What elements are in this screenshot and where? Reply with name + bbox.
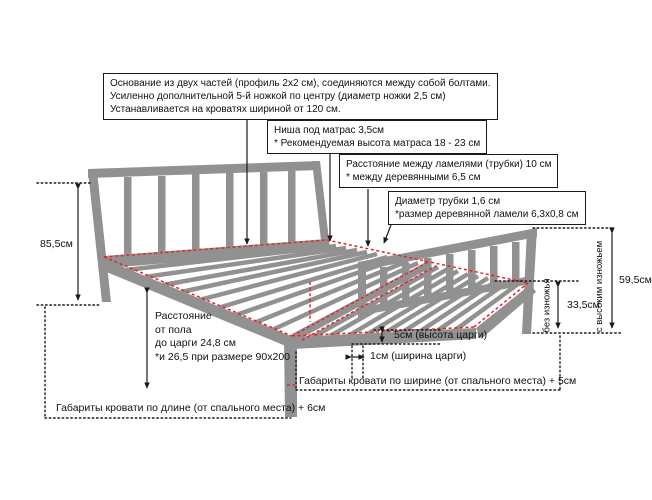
dim-floor-to-rail-line2: от пола xyxy=(155,323,192,336)
callout-lamel-line1: Расстояние между ламелями (трубки) 10 см xyxy=(346,159,552,170)
dim-foot-high-board-value: 59,5см xyxy=(619,274,652,286)
callout-lamel-line2: * между деревянными 6,5 см xyxy=(346,172,481,183)
callout-tube-line1: Диаметр трубки 1,6 см xyxy=(395,196,501,207)
callout-base-line1: Основание из двух частей (профиль 2х2 см), соединяются между собой болтами. xyxy=(110,78,491,89)
callout-niche-line2: * Рекомендуемая высота матраса 18 - 23 см xyxy=(274,138,481,149)
callout-base-construction xyxy=(103,73,498,120)
callout-base-line3: Устанавливается на кроватях шириной от 120 см. xyxy=(110,104,341,115)
callout-niche-line1: Ниша под матрас 3,5см xyxy=(274,125,385,136)
dim-rail-width: 1см (ширина царги) xyxy=(370,350,467,362)
dim-headboard-height: 85,5см xyxy=(40,238,73,250)
callout-lamel-spacing xyxy=(339,154,558,188)
dim-floor-to-rail xyxy=(155,310,290,364)
callout-tube-line2: *размер деревянной ламели 6,3х0,8 см xyxy=(395,209,579,220)
callout-tube-diameter xyxy=(388,191,586,225)
callout-mattress-niche xyxy=(267,120,487,154)
dim-rail-height: 5см (высота царги) xyxy=(394,329,488,341)
dim-floor-to-rail-line1: Расстояние xyxy=(155,310,212,322)
dim-floor-to-rail-line3: до царги 24,8 см xyxy=(155,337,237,349)
callout-base-line2: Усиленно дополнительной 5-й ножкой по центру (диаметр ножки 2,5 см) xyxy=(110,91,446,102)
dim-foot-high-board-label: с высоким изножьем xyxy=(594,240,606,333)
dim-foot-no-board-value: 33,5см xyxy=(567,299,600,311)
headboard xyxy=(88,161,330,302)
footboard xyxy=(358,228,537,334)
dim-overall-width: Габариты кровати по ширине (от спального места) + 5см xyxy=(299,375,577,387)
dim-overall-length: Габариты кровати по длине (от спального места) + 6см xyxy=(56,402,326,414)
dim-floor-to-rail-line4: *и 26,5 при размере 90х200 xyxy=(155,350,291,363)
dim-foot-no-board-label: без изножья xyxy=(541,278,553,333)
